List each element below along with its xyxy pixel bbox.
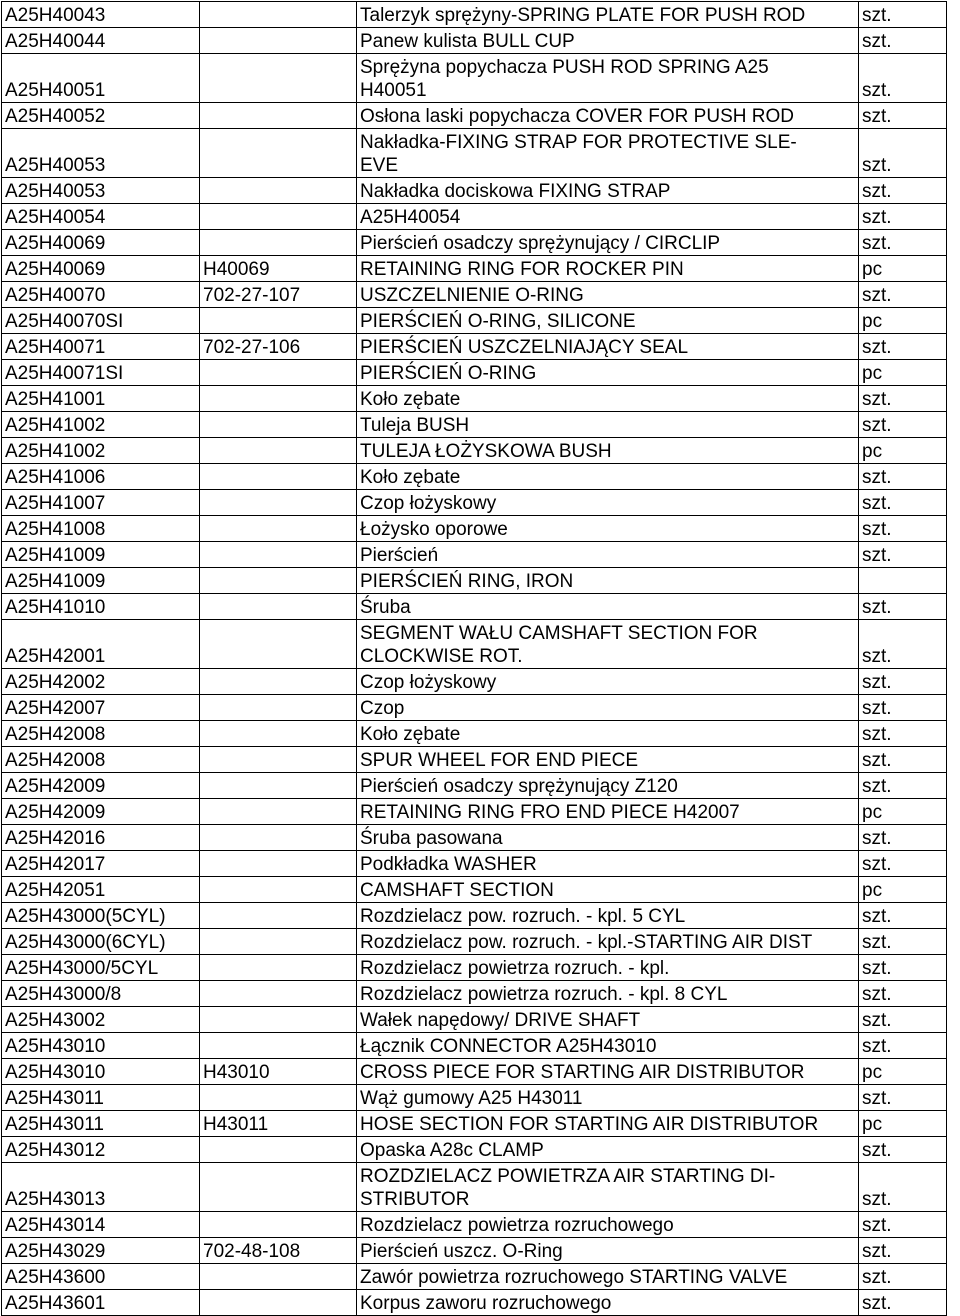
reference-number-cell xyxy=(200,1264,357,1290)
description-cell: Pierścień osadczy sprężynujący Z120 xyxy=(357,773,859,799)
table-row xyxy=(2,594,947,620)
part-code-cell: A25H43000(6CYL) xyxy=(2,929,200,955)
unit-cell: szt. xyxy=(859,695,947,721)
unit-cell: szt. xyxy=(859,669,947,695)
description-cell: Rozdzielacz powietrza rozruch. - kpl. xyxy=(357,955,859,981)
unit-cell: szt. xyxy=(859,178,947,204)
part-code-cell: A25H42001 xyxy=(2,620,200,669)
reference-number-cell xyxy=(200,825,357,851)
part-code-cell: A25H43014 xyxy=(2,1212,200,1238)
part-code-cell: A25H42009 xyxy=(2,773,200,799)
reference-number-cell xyxy=(200,438,357,464)
unit-cell: pc xyxy=(859,877,947,903)
part-code-cell: A25H40071 xyxy=(2,334,200,360)
table-row xyxy=(2,1264,947,1290)
reference-number-cell xyxy=(200,129,357,178)
unit-cell: szt. xyxy=(859,28,947,54)
description-cell: Czop łożyskowy xyxy=(357,669,859,695)
part-code-cell: A25H40070 xyxy=(2,282,200,308)
description-cell: Osłona laski popychacza COVER FOR PUSH ROD xyxy=(357,103,859,129)
part-code-cell: A25H42008 xyxy=(2,747,200,773)
description-cell: TULEJA ŁOŻYSKOWA BUSH xyxy=(357,438,859,464)
unit-cell: szt. xyxy=(859,981,947,1007)
part-code-cell: A25H40051 xyxy=(2,54,200,103)
table-row xyxy=(2,204,947,230)
table-row xyxy=(2,1033,947,1059)
table-row xyxy=(2,360,947,386)
part-code-cell: A25H40069 xyxy=(2,230,200,256)
part-code-cell: A25H42017 xyxy=(2,851,200,877)
reference-number-cell xyxy=(200,542,357,568)
part-code-cell: A25H42009 xyxy=(2,799,200,825)
reference-number-cell xyxy=(200,851,357,877)
table-row xyxy=(2,1238,947,1264)
description-cell: PIERŚCIEŃ USZCZELNIAJĄCY SEAL xyxy=(357,334,859,360)
description-cell: Czop xyxy=(357,695,859,721)
reference-number-cell: 702-27-106 xyxy=(200,334,357,360)
part-code-cell: A25H40053 xyxy=(2,178,200,204)
reference-number-cell xyxy=(200,1007,357,1033)
table-row xyxy=(2,282,947,308)
unit-cell: szt. xyxy=(859,334,947,360)
table-row xyxy=(2,877,947,903)
table-row xyxy=(2,1290,947,1316)
unit-cell: szt. xyxy=(859,2,947,28)
reference-number-cell xyxy=(200,308,357,334)
part-code-cell: A25H41009 xyxy=(2,542,200,568)
reference-number-cell xyxy=(200,1085,357,1111)
reference-number-cell xyxy=(200,981,357,1007)
description-cell: Talerzyk sprężyny-SPRING PLATE FOR PUSH ROD xyxy=(357,2,859,28)
unit-cell: szt. xyxy=(859,903,947,929)
unit-cell: szt. xyxy=(859,464,947,490)
part-code-cell: A25H40043 xyxy=(2,2,200,28)
part-code-cell: A25H43000(5CYL) xyxy=(2,903,200,929)
part-code-cell: A25H41002 xyxy=(2,438,200,464)
reference-number-cell xyxy=(200,1033,357,1059)
description-cell: Czop łożyskowy xyxy=(357,490,859,516)
parts-table xyxy=(1,1,947,1316)
description-cell: Pierścień xyxy=(357,542,859,568)
reference-number-cell xyxy=(200,955,357,981)
part-code-cell: A25H41009 xyxy=(2,568,200,594)
unit-cell: szt. xyxy=(859,1212,947,1238)
reference-number-cell: H43010 xyxy=(200,1059,357,1085)
unit-cell: pc xyxy=(859,360,947,386)
description-cell: SPUR WHEEL FOR END PIECE xyxy=(357,747,859,773)
reference-number-cell xyxy=(200,877,357,903)
description-cell: Rozdzielacz powietrza rozruch. - kpl. 8 CYL xyxy=(357,981,859,1007)
part-code-cell: A25H43013 xyxy=(2,1163,200,1212)
part-code-cell: A25H43011 xyxy=(2,1085,200,1111)
unit-cell: szt. xyxy=(859,620,947,669)
table-row xyxy=(2,516,947,542)
reference-number-cell xyxy=(200,695,357,721)
description-cell: HOSE SECTION FOR STARTING AIR DISTRIBUTOR xyxy=(357,1111,859,1137)
reference-number-cell xyxy=(200,773,357,799)
unit-cell: szt. xyxy=(859,204,947,230)
table-row xyxy=(2,412,947,438)
unit-cell xyxy=(859,568,947,594)
part-code-cell: A25H41002 xyxy=(2,412,200,438)
unit-cell: szt. xyxy=(859,103,947,129)
description-cell: PIERŚCIEŃ O-RING, SILICONE xyxy=(357,308,859,334)
reference-number-cell xyxy=(200,230,357,256)
description-cell: ROZDZIELACZ POWIETRZA AIR STARTING DI- STRIBUTOR xyxy=(357,1163,859,1212)
reference-number-cell xyxy=(200,386,357,412)
description-cell: CROSS PIECE FOR STARTING AIR DISTRIBUTOR xyxy=(357,1059,859,1085)
table-row xyxy=(2,230,947,256)
part-code-cell: A25H43010 xyxy=(2,1059,200,1085)
description-cell: Koło zębate xyxy=(357,464,859,490)
description-cell: PIERŚCIEŃ O-RING xyxy=(357,360,859,386)
unit-cell: pc xyxy=(859,1059,947,1085)
description-cell: RETAINING RING FOR ROCKER PIN xyxy=(357,256,859,282)
unit-cell: szt. xyxy=(859,1007,947,1033)
table-row xyxy=(2,903,947,929)
part-code-cell: A25H41001 xyxy=(2,386,200,412)
unit-cell: pc xyxy=(859,256,947,282)
reference-number-cell xyxy=(200,360,357,386)
unit-cell: szt. xyxy=(859,1238,947,1264)
unit-cell: szt. xyxy=(859,773,947,799)
part-code-cell: A25H40069 xyxy=(2,256,200,282)
reference-number-cell xyxy=(200,464,357,490)
description-cell: Koło zębate xyxy=(357,721,859,747)
table-row xyxy=(2,620,947,669)
table-row xyxy=(2,1111,947,1137)
unit-cell: szt. xyxy=(859,594,947,620)
table-row xyxy=(2,568,947,594)
table-row xyxy=(2,695,947,721)
unit-cell: szt. xyxy=(859,412,947,438)
table-row xyxy=(2,54,947,103)
description-cell: Rozdzielacz powietrza rozruchowego xyxy=(357,1212,859,1238)
description-cell: Rozdzielacz pow. rozruch. - kpl. 5 CYL xyxy=(357,903,859,929)
part-code-cell: A25H43600 xyxy=(2,1264,200,1290)
reference-number-cell xyxy=(200,1290,357,1316)
table-row xyxy=(2,799,947,825)
table-row xyxy=(2,464,947,490)
table-row xyxy=(2,1137,947,1163)
reference-number-cell xyxy=(200,1163,357,1212)
part-code-cell: A25H42002 xyxy=(2,669,200,695)
unit-cell: szt. xyxy=(859,955,947,981)
description-cell: Śruba pasowana xyxy=(357,825,859,851)
unit-cell: szt. xyxy=(859,282,947,308)
unit-cell: szt. xyxy=(859,54,947,103)
part-code-cell: A25H43002 xyxy=(2,1007,200,1033)
table-row xyxy=(2,1163,947,1212)
reference-number-cell xyxy=(200,903,357,929)
reference-number-cell xyxy=(200,568,357,594)
reference-number-cell xyxy=(200,1212,357,1238)
table-row xyxy=(2,2,947,28)
description-cell: USZCZELNIENIE O-RING xyxy=(357,282,859,308)
table-row xyxy=(2,256,947,282)
reference-number-cell xyxy=(200,28,357,54)
description-cell: CAMSHAFT SECTION xyxy=(357,877,859,903)
description-cell: Tuleja BUSH xyxy=(357,412,859,438)
table-row xyxy=(2,129,947,178)
reference-number-cell xyxy=(200,799,357,825)
part-code-cell: A25H43000/8 xyxy=(2,981,200,1007)
reference-number-cell: H40069 xyxy=(200,256,357,282)
unit-cell: pc xyxy=(859,438,947,464)
unit-cell: szt. xyxy=(859,386,947,412)
reference-number-cell xyxy=(200,929,357,955)
unit-cell: pc xyxy=(859,799,947,825)
reference-number-cell xyxy=(200,516,357,542)
table-row xyxy=(2,334,947,360)
table-row xyxy=(2,386,947,412)
table-row xyxy=(2,178,947,204)
description-cell: SEGMENT WAŁU CAMSHAFT SECTION FOR CLOCKWISE ROT. xyxy=(357,620,859,669)
description-cell: Wąż gumowy A25 H43011 xyxy=(357,1085,859,1111)
part-code-cell: A25H42051 xyxy=(2,877,200,903)
table-row xyxy=(2,1085,947,1111)
unit-cell: pc xyxy=(859,308,947,334)
reference-number-cell xyxy=(200,594,357,620)
unit-cell: szt. xyxy=(859,516,947,542)
part-code-cell: A25H41010 xyxy=(2,594,200,620)
part-code-cell: A25H41007 xyxy=(2,490,200,516)
part-code-cell: A25H43029 xyxy=(2,1238,200,1264)
part-code-cell: A25H43000/5CYL xyxy=(2,955,200,981)
description-cell: Korpus zaworu rozruchowego xyxy=(357,1290,859,1316)
description-cell: Łożysko oporowe xyxy=(357,516,859,542)
unit-cell: szt. xyxy=(859,721,947,747)
table-row xyxy=(2,981,947,1007)
part-code-cell: A25H41008 xyxy=(2,516,200,542)
table-row xyxy=(2,28,947,54)
reference-number-cell xyxy=(200,669,357,695)
description-cell: A25H40054 xyxy=(357,204,859,230)
unit-cell: szt. xyxy=(859,490,947,516)
unit-cell: szt. xyxy=(859,542,947,568)
unit-cell: szt. xyxy=(859,747,947,773)
unit-cell: szt. xyxy=(859,1085,947,1111)
table-row xyxy=(2,1059,947,1085)
description-cell: Zawór powietrza rozruchowego STARTING VALVE xyxy=(357,1264,859,1290)
description-cell: Rozdzielacz pow. rozruch. - kpl.-STARTING AIR DIST xyxy=(357,929,859,955)
reference-number-cell xyxy=(200,620,357,669)
part-code-cell: A25H43601 xyxy=(2,1290,200,1316)
table-row xyxy=(2,721,947,747)
unit-cell: szt. xyxy=(859,851,947,877)
reference-number-cell xyxy=(200,204,357,230)
description-cell: Nakładka-FIXING STRAP FOR PROTECTIVE SLE- EVE xyxy=(357,129,859,178)
reference-number-cell xyxy=(200,721,357,747)
part-code-cell: A25H40054 xyxy=(2,204,200,230)
table-row xyxy=(2,308,947,334)
unit-cell: szt. xyxy=(859,1033,947,1059)
reference-number-cell xyxy=(200,178,357,204)
table-row xyxy=(2,851,947,877)
description-cell: Panew kulista BULL CUP xyxy=(357,28,859,54)
unit-cell: szt. xyxy=(859,1137,947,1163)
description-cell: Koło zębate xyxy=(357,386,859,412)
reference-number-cell xyxy=(200,412,357,438)
table-row xyxy=(2,103,947,129)
description-cell: Pierścień osadczy sprężynujący / CIRCLIP xyxy=(357,230,859,256)
unit-cell: pc xyxy=(859,1111,947,1137)
part-code-cell: A25H40052 xyxy=(2,103,200,129)
table-row xyxy=(2,825,947,851)
table-row xyxy=(2,1007,947,1033)
parts-table-body xyxy=(2,2,947,1316)
description-cell: Nakładka dociskowa FIXING STRAP xyxy=(357,178,859,204)
part-code-cell: A25H43012 xyxy=(2,1137,200,1163)
reference-number-cell xyxy=(200,2,357,28)
part-code-cell: A25H42007 xyxy=(2,695,200,721)
description-cell: Łącznik CONNECTOR A25H43010 xyxy=(357,1033,859,1059)
description-cell: Wałek napędowy/ DRIVE SHAFT xyxy=(357,1007,859,1033)
reference-number-cell xyxy=(200,1137,357,1163)
description-cell: Opaska A28c CLAMP xyxy=(357,1137,859,1163)
part-code-cell: A25H40044 xyxy=(2,28,200,54)
part-code-cell: A25H43011 xyxy=(2,1111,200,1137)
unit-cell: szt. xyxy=(859,1163,947,1212)
table-row xyxy=(2,542,947,568)
part-code-cell: A25H42008 xyxy=(2,721,200,747)
unit-cell: szt. xyxy=(859,1264,947,1290)
description-cell: Sprężyna popychacza PUSH ROD SPRING A25 H40051 xyxy=(357,54,859,103)
reference-number-cell xyxy=(200,54,357,103)
table-row xyxy=(2,438,947,464)
table-row xyxy=(2,490,947,516)
table-row xyxy=(2,955,947,981)
description-cell: Podkładka WASHER xyxy=(357,851,859,877)
unit-cell: szt. xyxy=(859,230,947,256)
table-row xyxy=(2,747,947,773)
part-code-cell: A25H41006 xyxy=(2,464,200,490)
part-code-cell: A25H40053 xyxy=(2,129,200,178)
reference-number-cell xyxy=(200,747,357,773)
table-row xyxy=(2,1212,947,1238)
description-cell: Pierścień uszcz. O-Ring xyxy=(357,1238,859,1264)
reference-number-cell: 702-27-107 xyxy=(200,282,357,308)
part-code-cell: A25H42016 xyxy=(2,825,200,851)
table-row xyxy=(2,929,947,955)
table-row xyxy=(2,773,947,799)
unit-cell: szt. xyxy=(859,825,947,851)
description-cell: Śruba xyxy=(357,594,859,620)
description-cell: PIERŚCIEŃ RING, IRON xyxy=(357,568,859,594)
description-cell: RETAINING RING FRO END PIECE H42007 xyxy=(357,799,859,825)
reference-number-cell xyxy=(200,490,357,516)
part-code-cell: A25H43010 xyxy=(2,1033,200,1059)
reference-number-cell: 702-48-108 xyxy=(200,1238,357,1264)
unit-cell: szt. xyxy=(859,1290,947,1316)
reference-number-cell xyxy=(200,103,357,129)
reference-number-cell: H43011 xyxy=(200,1111,357,1137)
unit-cell: szt. xyxy=(859,929,947,955)
unit-cell: szt. xyxy=(859,129,947,178)
table-row xyxy=(2,669,947,695)
part-code-cell: A25H40070SI xyxy=(2,308,200,334)
part-code-cell: A25H40071SI xyxy=(2,360,200,386)
